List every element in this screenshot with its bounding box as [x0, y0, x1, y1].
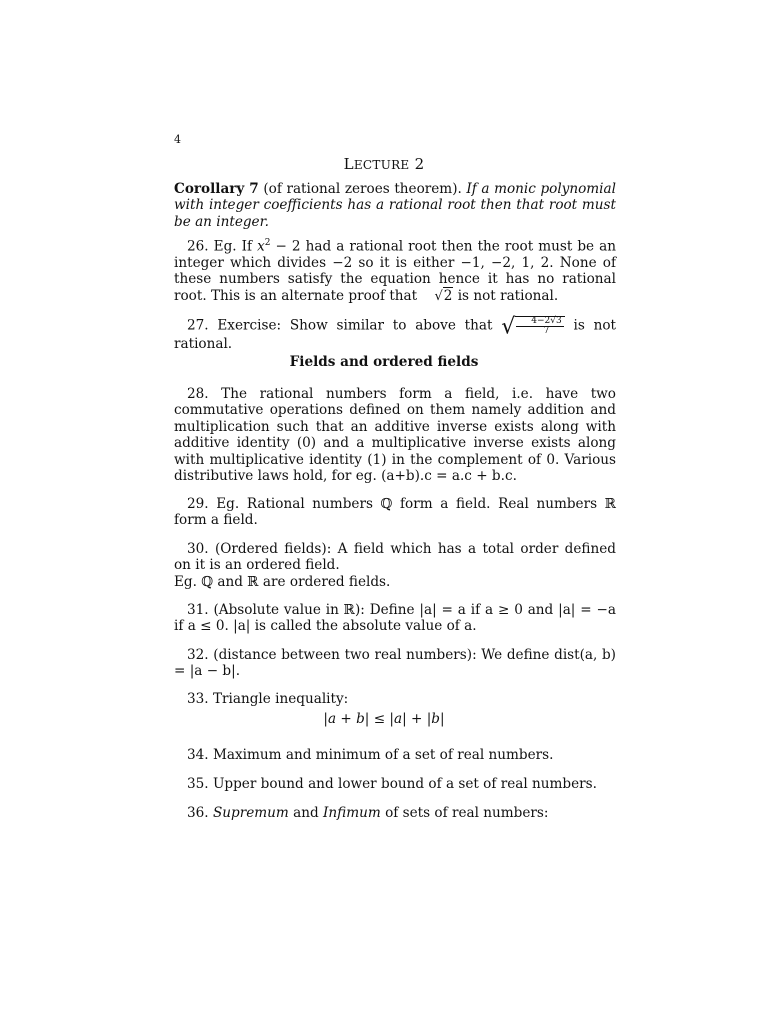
item-33-text: 33. Triangle inequality: [187, 691, 349, 707]
math-x: x [257, 238, 265, 255]
item-28-text: 28. The rational numbers form a field, i.e. have two commutative operations defined on them namely addition and multiplication such that an additive inverse exists along with additive identity (0) and a multiplicative inverse exists along with multiplicative identity (1) in the complement of 0. Various distributive laws hold, for eg. (a+b).c = a.c + b.c. [174, 386, 616, 485]
math-minus-2: − 2 [270, 238, 301, 255]
item-26-text-b: had a rational root then the root must be an integer which divides −2 so it is either −1, −2, 1, 2. None of these numbers satisfy the equation hence it has no rational root. This is an alternate proof that [174, 238, 616, 304]
item-36 [174, 805, 616, 821]
item-34-text: 34. Maximum and minimum of a set of real numbers. [187, 747, 554, 763]
section-heading: Fields and ordered fields [289, 354, 479, 370]
corollary-label: Corollary 7 [174, 181, 259, 197]
sqrt-2: √2 [434, 287, 453, 304]
corollary-7 [174, 181, 616, 230]
item-27-text-a: 27. Exercise: Show similar to above that [187, 317, 502, 334]
item-36-rest: of sets of real numbers: [380, 805, 549, 821]
item-36-and: and [288, 805, 324, 821]
item-27 [174, 316, 616, 352]
header-number: 2 [409, 155, 425, 173]
sqrt-2-radicand: 2 [443, 287, 453, 304]
item-29-text: 29. Eg. Rational numbers ℚ form a field. Real numbers ℝ form a field. [174, 496, 616, 529]
lecture-header [0, 155, 768, 173]
item-34 [174, 747, 616, 763]
item-30-example: Eg. ℚ and ℝ are ordered fields. [174, 573, 391, 590]
item-32 [174, 647, 616, 680]
corollary-paren: (of rational zeroes theorem). [258, 181, 462, 197]
page-number: 4 [174, 133, 181, 146]
item-31-text: 31. (Absolute value in ℝ): Define |a| = a if a ≥ 0 and |a| = −a if a ≤ 0. |a| is called the absolute value of a. [174, 602, 616, 635]
item-32-text: 32. (distance between two real numbers): We define dist(a, b) = |a − b|. [174, 647, 616, 680]
fraction-denominator: 7 [543, 326, 550, 336]
item-26 [174, 235, 616, 305]
header-first-letter: L [343, 155, 354, 173]
header-smallcaps: ECTURE [353, 158, 410, 172]
item-30 [174, 541, 616, 590]
triangle-inequality: |a + b| ≤ |a| + |b| [323, 711, 445, 727]
corollary-statement: If a monic polynomial with integer coefficients has a rational root then that root must be an integer. [174, 181, 616, 230]
fraction [515, 316, 564, 336]
math-exponent: 2 [264, 238, 271, 248]
sqrt-icon: √ [501, 314, 516, 340]
item-29 [174, 496, 616, 529]
item-27-text-b: is not rational. [174, 317, 616, 352]
item-35-text: 35. Upper bound and lower bound of a set of real numbers. [187, 776, 597, 792]
item-28 [174, 386, 616, 484]
item-35 [174, 776, 616, 792]
item-33 [174, 691, 616, 707]
item-36-number: 36. [187, 805, 213, 821]
fraction-numerator: 4−2√3 [516, 317, 563, 327]
item-26-text-c: is not rational. [453, 287, 559, 304]
item-36-infimum: Infimum [323, 805, 381, 821]
item-31 [174, 602, 616, 635]
item-30-text: 30. (Ordered fields): A field which has a total order defined on it is an ordered field. [174, 541, 616, 574]
item-36-supremum: Supremum [212, 805, 289, 821]
item-26-text-a: 26. Eg. If [187, 238, 258, 255]
